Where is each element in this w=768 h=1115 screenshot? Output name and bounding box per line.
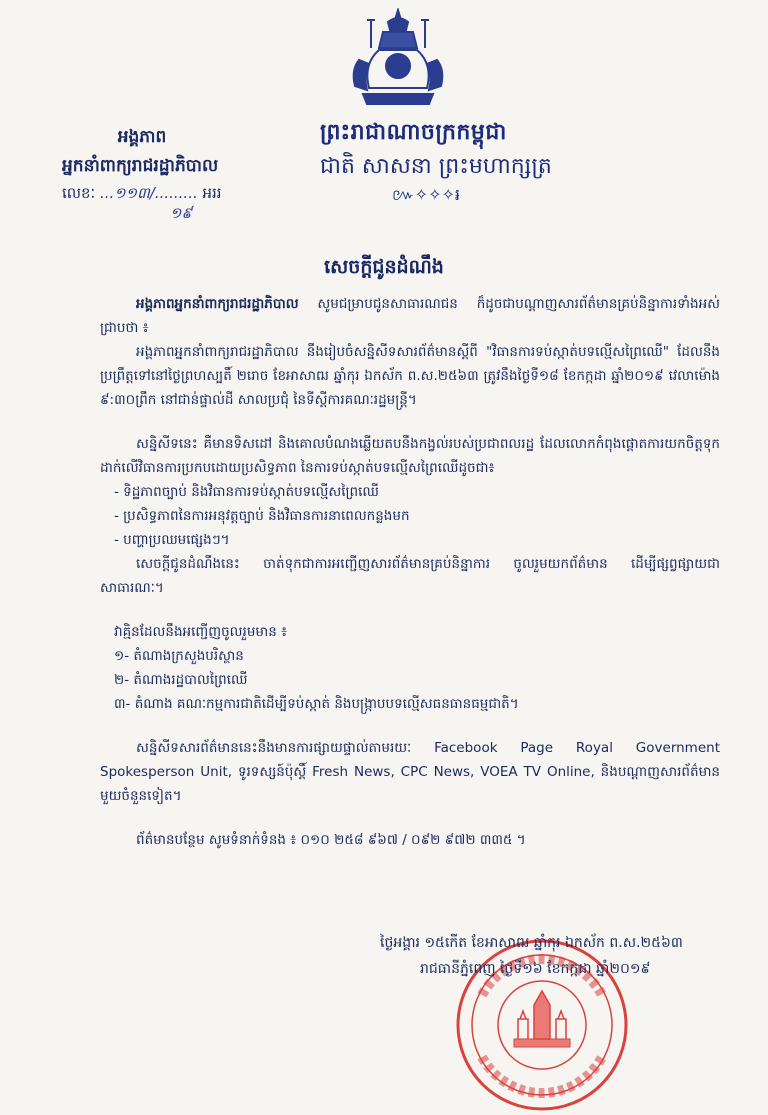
sender-block xyxy=(62,126,302,226)
reference-label: លេខៈ xyxy=(62,184,96,202)
bullet-item: - បញ្ហាប្រឈមផ្សេងៗ។ xyxy=(114,532,230,548)
lunar-date: ថ្ងៃអង្គារ ១៥កើត ខែអាសាឍ ឆ្នាំកុរ ឯកស័ក ព.ស.២៥៦៣ xyxy=(380,935,683,951)
reference-year: ១៩ xyxy=(170,204,192,222)
kingdom-ornament: ៚✧✧✧៛ xyxy=(392,185,460,204)
kingdom-header xyxy=(320,118,700,208)
bullet-item: - ទិដ្ឋភាពច្បាប់ និងវិធានការទប់ស្កាត់បទល្មើសព្រៃឈើ xyxy=(114,484,379,500)
royal-coat-of-arms-icon xyxy=(343,8,453,108)
reference-number xyxy=(62,184,302,226)
speaker-item: ២- តំណាងរដ្ឋបាលព្រៃឈើ xyxy=(114,672,248,688)
sender-org-line1: អង្គភាព xyxy=(117,127,167,147)
reference-value: ...១១៣/......... xyxy=(99,184,198,202)
paragraph-1-text: សូមជម្រាបជូនសាធារណជន ក៏ដូចជាបណ្ដាញសារព័ត៌មានគ្រប់និន្នាការទាំងអស់ជ្រាបថា ៖ xyxy=(100,296,720,336)
date-block xyxy=(380,930,740,982)
paragraph-3: សន្និសីទនេះ គឺមានទិសដៅ និងគោលបំណងឆ្លើយតបនឹងកង្វល់របស់ប្រជាពលរដ្ឋ ដែលលោកកំពុងផ្តោតការយកចិត្តទុកដាក់លើវិធានការប្រកបដោយប្រសិទ្ធភាព នៃការទប់ស្កាត់បទល្មើសព្រៃឈើដូចជា៖ xyxy=(100,436,720,476)
speaker-item: ១- តំណាងក្រសួងបរិស្ថាន xyxy=(114,648,244,664)
kingdom-title: ព្រះរាជាណាចក្រកម្ពុជា xyxy=(320,120,507,145)
paragraph-1 xyxy=(100,292,720,340)
speaker-item: ៣- តំណាង គណៈកម្មការជាតិដើម្បីទប់ស្កាត់ និងបង្ក្រាបបទល្មើសធនធានធម្មជាតិ។ xyxy=(114,696,519,712)
paragraph-1-org: អង្គភាពអ្នកនាំពាក្យរាជរដ្ឋាភិបាល xyxy=(136,296,299,312)
contact-line: ព័ត៌មានបន្ថែម សូមទំនាក់ទំនង ៖ ០១០ ២៥៨ ៩៦៧ / ០៩២ ៩៧២ ៣៣៥ ។ xyxy=(136,832,526,848)
speakers-intro: វាគ្មិនដែលនឹងអញ្ជើញចូលរួមមាន ៖ xyxy=(114,624,288,640)
place-and-date: រាជធានីភ្នំពេញ ថ្ងៃទី១៦ ខែកក្កដា ឆ្នាំ២០១៩ xyxy=(420,961,651,977)
document-body xyxy=(100,292,720,852)
document-title: សេចក្តីជូនដំណឹង xyxy=(324,256,444,278)
kingdom-motto: ជាតិ សាសនា ព្រះមហាក្សត្រ xyxy=(320,154,552,179)
bullet-item: - ប្រសិទ្ធភាពនៃការអនុវត្តច្បាប់ និងវិធានការនាពេលកន្លងមក xyxy=(114,508,410,524)
reference-suffix: អររ xyxy=(202,184,222,202)
paragraph-2: អង្គភាពអ្នកនាំពាក្យរាជរដ្ឋាភិបាល នឹងរៀបចំសន្និសីទសារព័ត៌មានស្តីពី "វិធានការទប់ស្កាត់បទល្មើសព្រៃឈើ" ដែលនឹងប្រព្រឹត្តទៅនៅថ្ងៃព្រហស្បតិ៍ ២រោច ខែអាសាឍ ឆ្នាំកុរ ឯកស័ក ព.ស.២៥៦៣ ត្រូវនឹងថ្ងៃទី១៨ ខែកក្កដា ឆ្នាំ២០១៩ វេលាម៉ោង ៩:៣០ព្រឹក នៅជាន់ផ្ទាល់ដី សាលប្រជុំ នៃទីស្តីការគណៈរដ្ឋមន្ត្រី។ xyxy=(100,344,720,408)
sender-org-line2: អ្នកនាំពាក្យរាជរដ្ឋាភិបាល xyxy=(62,156,219,176)
paragraph-5: សន្និសីទសារព័ត៌មាននេះនឹងមានការផ្សាយផ្ទាល់តាមរយៈ Facebook Page Royal Government Spokesperson Unit, ទូរទស្សន៍ប៉ុស្តិ៍ Fresh News, CPC News, VOEA TV Online, និងបណ្តាញសារព័ត៌មានមួយចំនួនទៀត។ xyxy=(100,740,720,804)
paragraph-4: សេចក្តីជូនដំណឹងនេះ ចាត់ទុកជាការអញ្ជើញសារព័ត៌មានគ្រប់និន្នាការ ចូលរួមយកព័ត៌មាន ដើម្បីផ្សព្វផ្សាយជាសាធារណៈ។ xyxy=(100,556,720,596)
